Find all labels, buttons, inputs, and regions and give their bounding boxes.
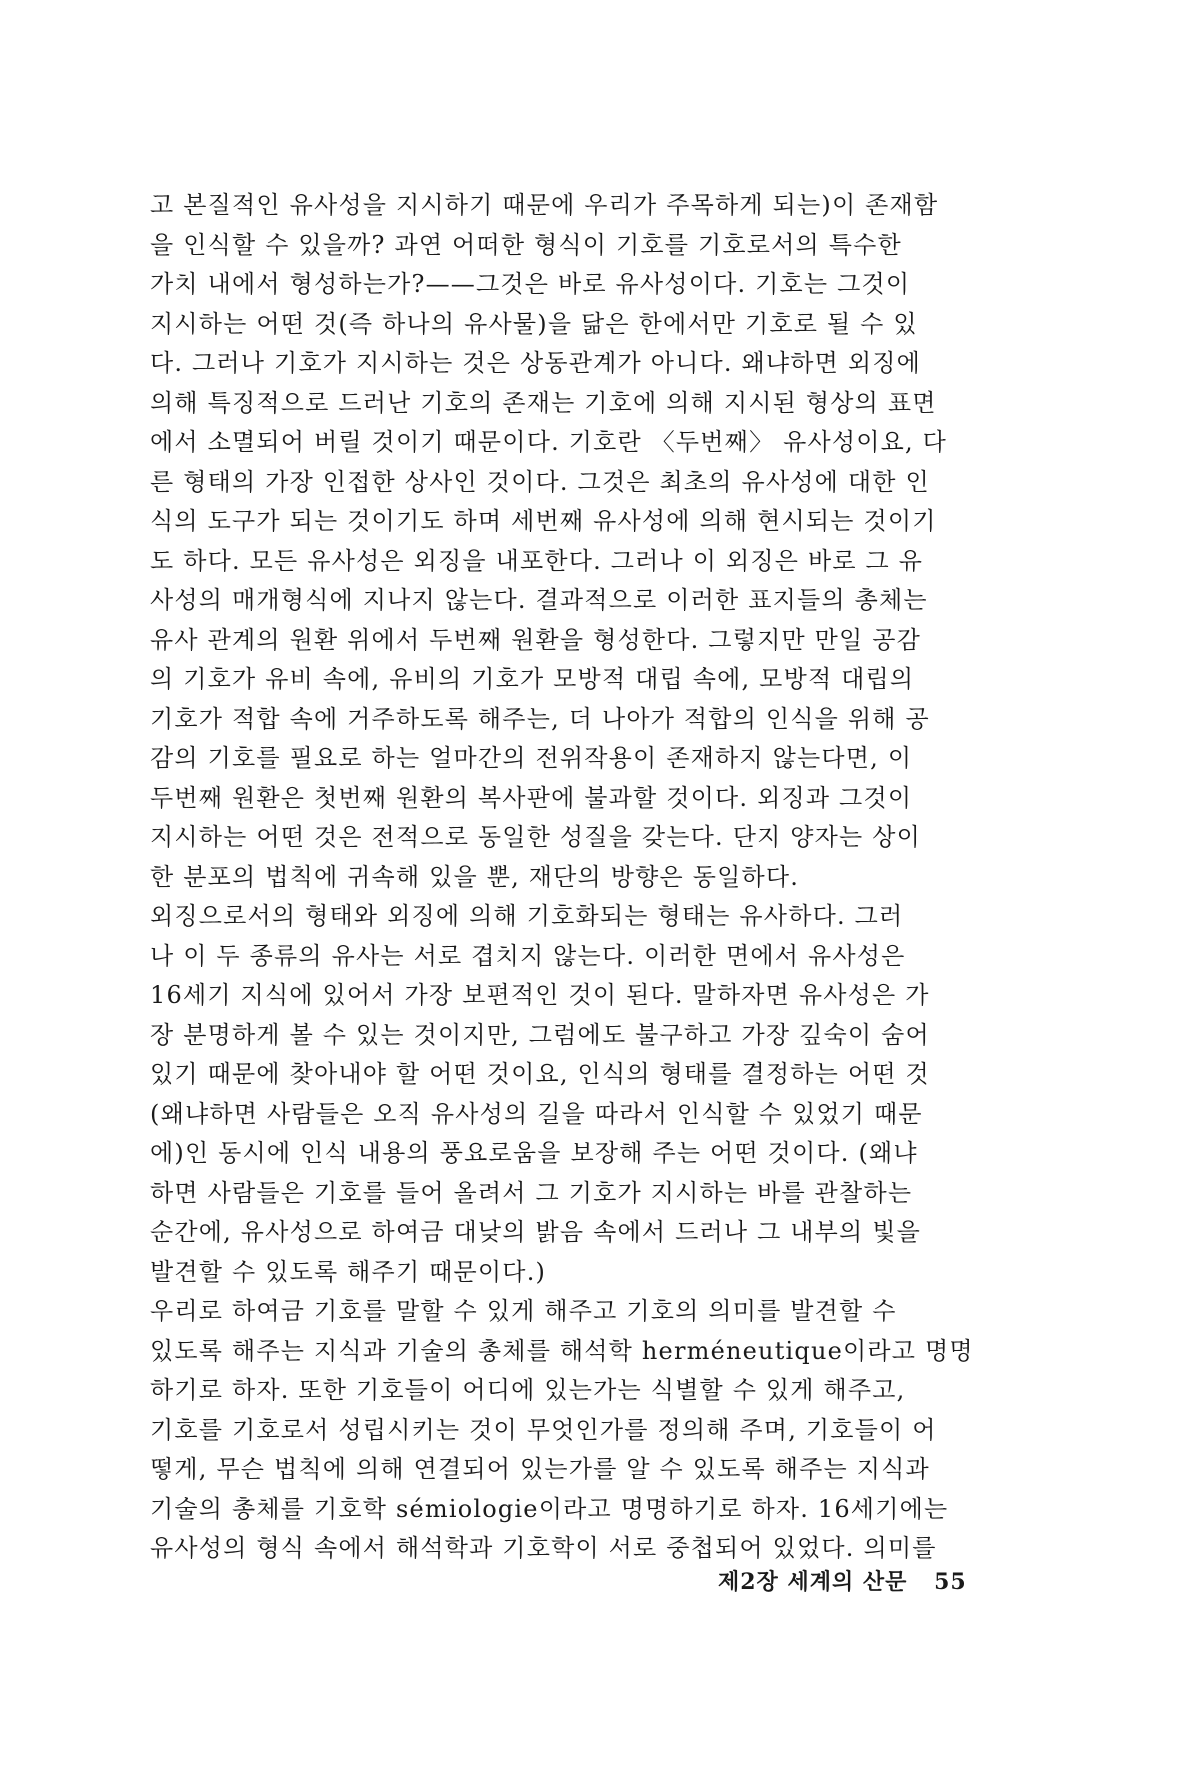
text-line: 16세기 지식에 있어서 가장 보편적인 것이 된다. 말하자면 유사성은 가 [150, 981, 930, 1009]
page-footer [718, 1565, 967, 1596]
text-line: 있도록 해주는 지식과 기술의 총체를 해석학 herméneutique이라고 명명 [150, 1336, 974, 1365]
text-line: 하면 사람들은 기호를 들어 올려서 그 기호가 지시하는 바를 관찰하는 [150, 1178, 913, 1207]
text-line: 기호가 적합 속에 거주하도록 해주는, 더 나아가 적합의 인식을 위해 공 [150, 704, 930, 733]
page-number: 55 [934, 1569, 967, 1595]
text-line: 기술의 총체를 기호학 sémiologie이라고 명명하기로 하자. 16세기에는 [150, 1494, 949, 1523]
text-line: 순간에, 유사성으로 하여금 대낮의 밝음 속에서 드러나 그 내부의 빛을 [150, 1218, 922, 1246]
text-line: 떻게, 무슨 법칙에 의해 연결되어 있는가를 알 수 있도록 해주는 지식과 [150, 1455, 930, 1483]
text-line: (왜냐하면 사람들은 오직 유사성의 길을 따라서 인식할 수 있었기 때문 [150, 1099, 923, 1128]
text-line: 지시하는 어떤 것은 전적으로 동일한 성질을 갖는다. 단지 양자는 상이 [150, 823, 922, 851]
text-line: 나 이 두 종류의 유사는 서로 겹치지 않는다. 이러한 면에서 유사성은 [150, 941, 906, 970]
text-line: 유사 관계의 원환 위에서 두번째 원환을 형성한다. 그렇지만 만일 공감 [150, 625, 922, 654]
text-line: 가치 내에서 형성하는가?——그것은 바로 유사성이다. 기호는 그것이 [150, 270, 911, 298]
text-line: 한 분포의 법칙에 귀속해 있을 뿐, 재단의 방향은 동일하다. [150, 862, 800, 891]
chapter-title: 제2장 세계의 산문 [718, 1569, 908, 1595]
text-line: 외징으로서의 형태와 외징에 의해 기호화되는 형태는 유사하다. 그러 [150, 902, 904, 930]
text-line: 발견할 수 있도록 해주기 때문이다.) [150, 1257, 547, 1286]
text-line: 기호를 기호로서 성립시키는 것이 무엇인가를 정의해 주며, 기호들이 어 [150, 1415, 937, 1444]
text-line: 을 인식할 수 있을까? 과연 어떠한 형식이 기호를 기호로서의 특수한 [150, 230, 902, 259]
text-line: 의해 특징적으로 드러난 기호의 존재는 기호에 의해 지시된 형상의 표면 [150, 388, 937, 417]
text-line: 하기로 하자. 또한 기호들이 어디에 있는가는 식별할 수 있게 해주고, [150, 1376, 906, 1404]
text-line: 감의 기호를 필요로 하는 얼마간의 전위작용이 존재하지 않는다면, 이 [150, 744, 913, 772]
text-line: 고 본질적인 유사성을 지시하기 때문에 우리가 주목하게 되는)이 존재함 [150, 191, 939, 219]
text-line: 의 기호가 유비 속에, 유비의 기호가 모방적 대립 속에, 모방적 대립의 [150, 665, 915, 693]
text-line: 우리로 하여금 기호를 말할 수 있게 해주고 기호의 의미를 발견할 수 [150, 1297, 897, 1325]
text-line: 도 하다. 모든 유사성은 외징을 내포한다. 그러나 이 외징은 바로 그 유 [150, 546, 924, 575]
text-line: 장 분명하게 볼 수 있는 것이지만, 그럼에도 불구하고 가장 깊숙이 숨어 [150, 1020, 930, 1049]
text-line: 유사성의 형식 속에서 해석학과 기호학이 서로 중첩되어 있었다. 의미를 [150, 1534, 937, 1562]
text-line: 두번째 원환은 첫번째 원환의 복사판에 불과할 것이다. 외징과 그것이 [150, 783, 913, 812]
text-line: 식의 도구가 되는 것이기도 하며 세번째 유사성에 의해 현시되는 것이기 [150, 507, 937, 535]
text-line: 른 형태의 가장 인접한 상사인 것이다. 그것은 최초의 유사성에 대한 인 [150, 467, 930, 496]
text-line: 있기 때문에 찾아내야 할 어떤 것이요, 인식의 형태를 결정하는 어떤 것 [150, 1060, 930, 1088]
text-line: 지시하는 어떤 것(즉 하나의 유사물)을 닮은 한에서만 기호로 될 수 있 [150, 309, 918, 338]
text-line: 다. 그러나 기호가 지시하는 것은 상동관계가 아니다. 왜냐하면 외징에 [150, 349, 922, 377]
body-text [150, 186, 1010, 1569]
text-line: 에서 소멸되어 버릴 것이기 때문이다. 기호란 〈두번째〉 유사성이요, 다 [150, 428, 948, 456]
text-line: 사성의 매개형식에 지나지 않는다. 결과적으로 이러한 표지들의 총체는 [150, 586, 928, 614]
text-line: 에)인 동시에 인식 내용의 풍요로움을 보장해 주는 어떤 것이다. (왜냐 [150, 1139, 918, 1167]
